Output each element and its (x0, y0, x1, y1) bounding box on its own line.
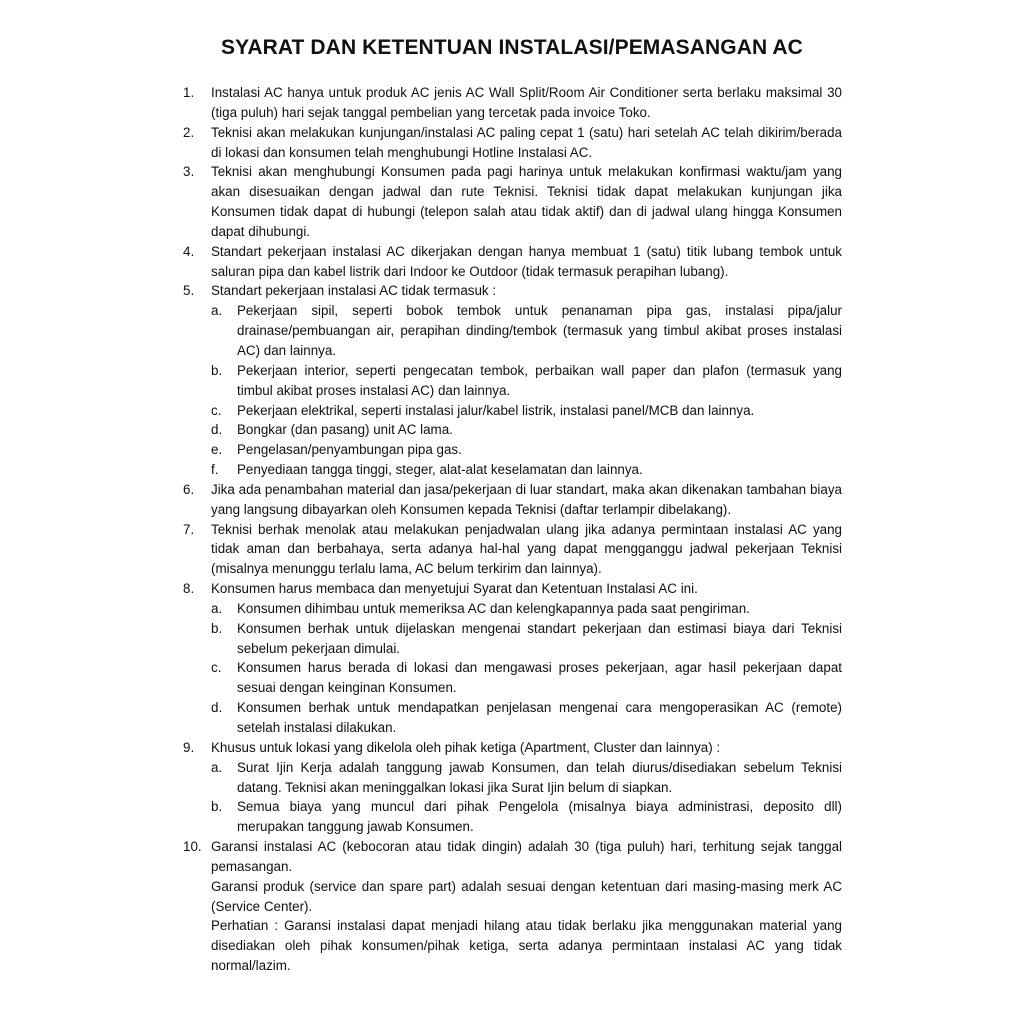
sub-term-item (211, 758, 842, 798)
term-body (211, 83, 842, 123)
sub-term-item (211, 599, 842, 619)
sub-term-item (211, 440, 842, 460)
term-body (211, 480, 842, 520)
sub-term-letter: b. (211, 362, 223, 378)
term-text: Perhatian : Garansi instalasi dapat menjadi hilang atau tidak berlaku jika menggunakan material yang disediakan oleh pihak konsumen/pihak ketiga, serta adanya permintaan instalasi AC yang tidak normal/lazim. (211, 918, 842, 974)
term-body (211, 837, 842, 976)
sub-term-item (211, 619, 842, 659)
term-number: 5. (183, 283, 195, 299)
sub-term-letter: b. (211, 799, 223, 815)
sub-term-letter: c. (211, 660, 222, 676)
term-body (211, 242, 842, 282)
sub-term-item (211, 361, 842, 401)
term-text: Instalasi AC hanya untuk produk AC jenis AC Wall Split/Room Air Conditioner serta berlaku maksimal 30 (tiga puluh) hari sejak tanggal pembelian yang tercetak pada invoice Toko. (211, 85, 842, 120)
sub-term-text: Pengelasan/penyambungan pipa gas. (237, 442, 462, 458)
term-body (211, 162, 842, 241)
term-body (211, 579, 842, 738)
term-number: 10. (183, 839, 202, 855)
sub-term-item (211, 698, 842, 738)
sub-term-item (211, 797, 842, 837)
sub-term-letter: a. (211, 759, 223, 775)
term-text: Teknisi akan melakukan kunjungan/instalasi AC paling cepat 1 (satu) hari setelah AC telah dikirim/berada di lokasi dan konsumen telah menghubungi Hotline Instalasi AC. (211, 124, 842, 160)
term-text: Konsumen harus membaca dan menyetujui Syarat dan Ketentuan Instalasi AC ini. (211, 581, 698, 597)
term-text: Teknisi berhak menolak atau melakukan penjadwalan ulang jika adanya permintaan instalasi AC yang tidak aman dan berbahaya, serta adanya hal-hal yang dapat mengganggu jadwal pekerjaan Teknisi (misalnya menunggu terlalu lama, AC belum terkirim dan lainnya). (211, 521, 842, 577)
term-text: Khusus untuk lokasi yang dikelola oleh pihak ketiga (Apartment, Cluster dan lainnya) : (211, 739, 721, 755)
sub-term-letter: a. (211, 600, 223, 616)
sub-term-letter: b. (211, 620, 223, 636)
term-item (183, 162, 842, 241)
sub-term-text: Pekerjaan elektrikal, seperti instalasi jalur/kabel listrik, instalasi panel/MCB dan lainnya. (237, 402, 755, 418)
term-item (183, 480, 842, 520)
sub-term-text: Penyediaan tangga tinggi, steger, alat-alat keselamatan dan lainnya. (237, 462, 643, 478)
term-item (183, 281, 842, 479)
sub-term-letter: d. (211, 700, 223, 716)
sub-term-text: Konsumen harus berada di lokasi dan mengawasi proses pekerjaan, agar hasil pekerjaan dapat sesuai dengan keinginan Konsumen. (237, 660, 842, 696)
term-text: Teknisi akan menghubungi Konsumen pada pagi harinya untuk melakukan konfirmasi waktu/jam yang akan disesuaikan dengan jadwal dan rute Teknisi. Teknisi tidak dapat melakukan kunjungan jika Konsumen tidak dapat di hubungi (telepon salah atau tidak aktif) dan di jadwal ulang hingga Konsumen dapat dihubungi. (211, 164, 842, 239)
term-item (183, 242, 842, 282)
term-body (211, 123, 842, 163)
term-item (183, 123, 842, 163)
sub-term-letter: e. (211, 442, 223, 458)
sub-term-item (211, 401, 842, 421)
term-text: Standart pekerjaan instalasi AC dikerjakan dengan hanya membuat 1 (satu) titik lubang tembok untuk saluran pipa dan kabel listrik dari Indoor ke Outdoor (tidak termasuk perapihan lubang). (211, 243, 842, 279)
term-text: Jika ada penambahan material dan jasa/pekerjaan di luar standart, maka akan dikenakan tambahan biaya yang langsung dibayarkan oleh Konsumen kepada Teknisi (daftar terlampir dibelakang). (211, 481, 842, 517)
term-number: 9. (183, 739, 195, 755)
term-number: 3. (183, 164, 195, 180)
term-item (183, 837, 842, 976)
term-number: 8. (183, 581, 195, 597)
sub-term-letter: c. (211, 402, 222, 418)
sub-term-text: Semua biaya yang muncul dari pihak Pengelola (misalnya biaya administrasi, deposito dll) merupakan tanggung jawab Konsumen. (237, 799, 842, 835)
sub-term-item (211, 301, 842, 361)
term-item (183, 738, 842, 837)
sub-term-item (211, 658, 842, 698)
sub-term-text: Pekerjaan interior, seperti pengecatan tembok, perbaikan wall paper dan plafon (termasuk yang timbul akibat proses instalasi AC) dan lainnya. (237, 362, 842, 398)
document-title: SYARAT DAN KETENTUAN INSTALASI/PEMASANGAN AC (221, 36, 803, 59)
sub-term-letter: a. (211, 303, 223, 319)
term-item (183, 520, 842, 580)
term-text: Garansi instalasi AC (kebocoran atau tidak dingin) adalah 30 (tiga puluh) hari, terhitung sejak tanggal pemasangan. (211, 839, 842, 874)
term-item (183, 579, 842, 738)
sub-term-item (211, 460, 842, 480)
term-number: 4. (183, 243, 195, 259)
sub-term-text: Pekerjaan sipil, seperti bobok tembok untuk penanaman pipa gas, instalasi pipa/jalur drainase/pembuangan air, perapihan dinding/tembok (termasuk yang timbul akibat proses instalasi AC) dan lainnya. (237, 303, 842, 358)
term-number: 1. (183, 85, 195, 100)
term-body (211, 738, 842, 837)
term-text: Standart pekerjaan instalasi AC tidak termasuk : (211, 283, 497, 299)
term-number: 6. (183, 481, 195, 497)
sub-term-text: Bongkar (dan pasang) unit AC lama. (237, 422, 453, 438)
sub-term-text: Konsumen dihimbau untuk memeriksa AC dan kelengkapannya pada saat pengiriman. (237, 600, 750, 616)
terms-list (183, 83, 842, 976)
sub-term-text: Konsumen berhak untuk dijelaskan mengenai standart pekerjaan dan estimasi biaya dari Teknisi sebelum pekerjaan dimulai. (237, 620, 842, 656)
sub-term-item (211, 420, 842, 440)
term-item (183, 83, 842, 123)
term-number: 2. (183, 124, 195, 140)
sub-term-letter: d. (211, 422, 223, 438)
term-number: 7. (183, 521, 195, 537)
term-body (211, 281, 842, 479)
term-text: Garansi produk (service dan spare part) adalah sesuai dengan ketentuan dari masing-masing merk AC (Service Center). (211, 878, 842, 914)
term-body (211, 520, 842, 580)
sub-term-text: Konsumen berhak untuk mendapatkan penjelasan mengenai cara mengoperasikan AC (remote) setelah instalasi dilakukan. (237, 700, 842, 735)
sub-term-letter: f. (211, 462, 219, 478)
sub-term-text: Surat Ijin Kerja adalah tanggung jawab Konsumen, dan telah diurus/disediakan sebelum Teknisi datang. Teknisi akan meninggalkan lokasi jika Surat Ijin belum di siapkan. (237, 759, 842, 795)
